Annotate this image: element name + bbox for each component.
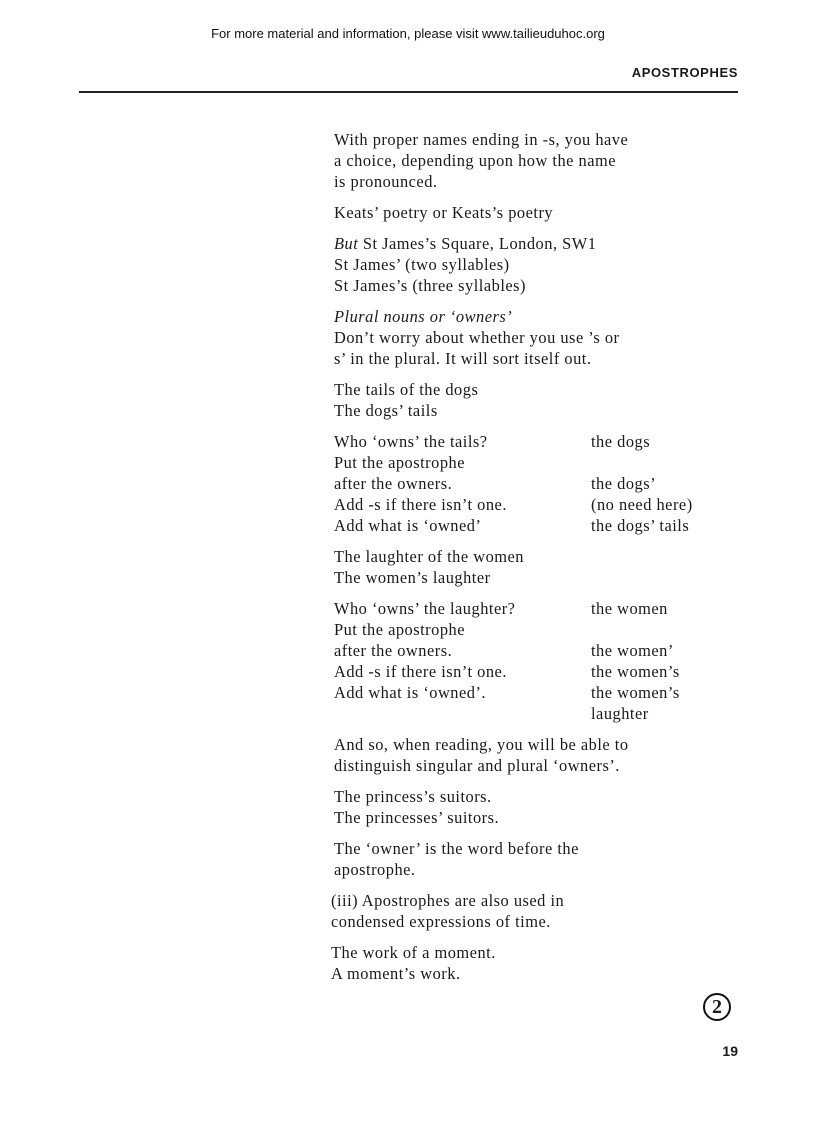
section-plural-nouns (334, 306, 754, 369)
chapter-mark-icon: 2 (703, 993, 731, 1021)
table-row (334, 661, 754, 682)
table-cell: Put the apostrophe (334, 453, 466, 472)
text-line: And so, when reading, you will be able to (334, 735, 629, 754)
header-rule (79, 91, 738, 93)
table-cell: the dogs (591, 432, 651, 451)
table-cell: after the owners. (334, 474, 453, 493)
table-cell: the women’s (591, 683, 680, 702)
text-line: s’ in the plural. It will sort itself out. (334, 349, 592, 368)
table-cell: (no need here) (591, 495, 693, 514)
table-row (334, 473, 754, 494)
page-number: 19 (722, 1043, 738, 1059)
example-moment (331, 942, 754, 984)
text-line: a choice, depending upon how the name (334, 151, 617, 170)
example-st-james (334, 233, 754, 296)
text-line: The work of a moment. (331, 943, 496, 962)
text-line: A moment’s work. (331, 964, 461, 983)
text-line: With proper names ending in -s, you have (334, 130, 629, 149)
text-line: St James’s (three syllables) (334, 276, 526, 295)
example-keats (334, 202, 754, 223)
text-line: The tails of the dogs (334, 380, 479, 399)
table-cell: the women (591, 599, 668, 618)
table-cell: Put the apostrophe (334, 620, 466, 639)
table-cell: laughter (591, 704, 649, 723)
table-row (334, 682, 754, 703)
example-women (334, 546, 754, 588)
table-cell: the dogs’ tails (591, 516, 690, 535)
text-line: The ‘owner’ is the word before the (334, 839, 579, 858)
text-line (334, 233, 754, 254)
text-line: St James’ (two syllables) (334, 255, 510, 274)
table-row (334, 598, 754, 619)
table-row (334, 515, 754, 536)
table-row (334, 431, 754, 452)
text-line: Don’t worry about whether you use ’s or (334, 328, 620, 347)
text-line: Keats’ poetry or Keats’s poetry (334, 203, 554, 222)
table-row (334, 640, 754, 661)
table-cell: the women’s (591, 662, 680, 681)
table-cell: Add -s if there isn’t one. (334, 662, 507, 681)
page-body (331, 129, 754, 994)
table-cell: Add -s if there isn’t one. (334, 495, 507, 514)
text-line: (iii) Apostrophes are also used in (331, 891, 565, 910)
text-line: The princess’s suitors. (334, 787, 492, 806)
table-cell: after the owners. (334, 641, 453, 660)
table-row (334, 703, 754, 724)
example-princess (334, 786, 754, 828)
paragraph-reading (334, 734, 754, 776)
dogs-table (334, 431, 754, 536)
text-line: The women’s laughter (334, 568, 491, 587)
women-table (334, 598, 754, 724)
text-line: distinguish singular and plural ‘owners’. (334, 756, 620, 775)
example-dogs (334, 379, 754, 421)
table-row (334, 619, 754, 640)
table-row (334, 452, 754, 473)
paragraph-time (331, 890, 754, 932)
table-cell: the women’ (591, 641, 674, 660)
table-cell: Add what is ‘owned’. (334, 683, 487, 702)
text-line: condensed expressions of time. (331, 912, 551, 931)
table-cell: the dogs’ (591, 474, 657, 493)
paragraph-owner (334, 838, 754, 880)
site-note: For more material and information, please visit www.tailieuduhoc.org (211, 26, 605, 41)
text-line: The laughter of the women (334, 547, 525, 566)
paragraph-proper-names (334, 129, 754, 192)
text-line: The dogs’ tails (334, 401, 438, 420)
text-line: The princesses’ suitors. (334, 808, 500, 827)
but-word: But (334, 234, 359, 253)
text-line: is pronounced. (334, 172, 438, 191)
running-head: APOSTROPHES (631, 65, 738, 80)
table-cell: Who ‘owns’ the tails? (334, 432, 488, 451)
text-span: St James’s Square, London, SW1 (358, 234, 597, 253)
section-heading: Plural nouns or ‘owners’ (334, 307, 513, 326)
table-row (334, 494, 754, 515)
table-cell: Add what is ‘owned’ (334, 516, 482, 535)
text-line: apostrophe. (334, 860, 416, 879)
table-cell (334, 703, 591, 724)
table-cell: Who ‘owns’ the laughter? (334, 599, 516, 618)
